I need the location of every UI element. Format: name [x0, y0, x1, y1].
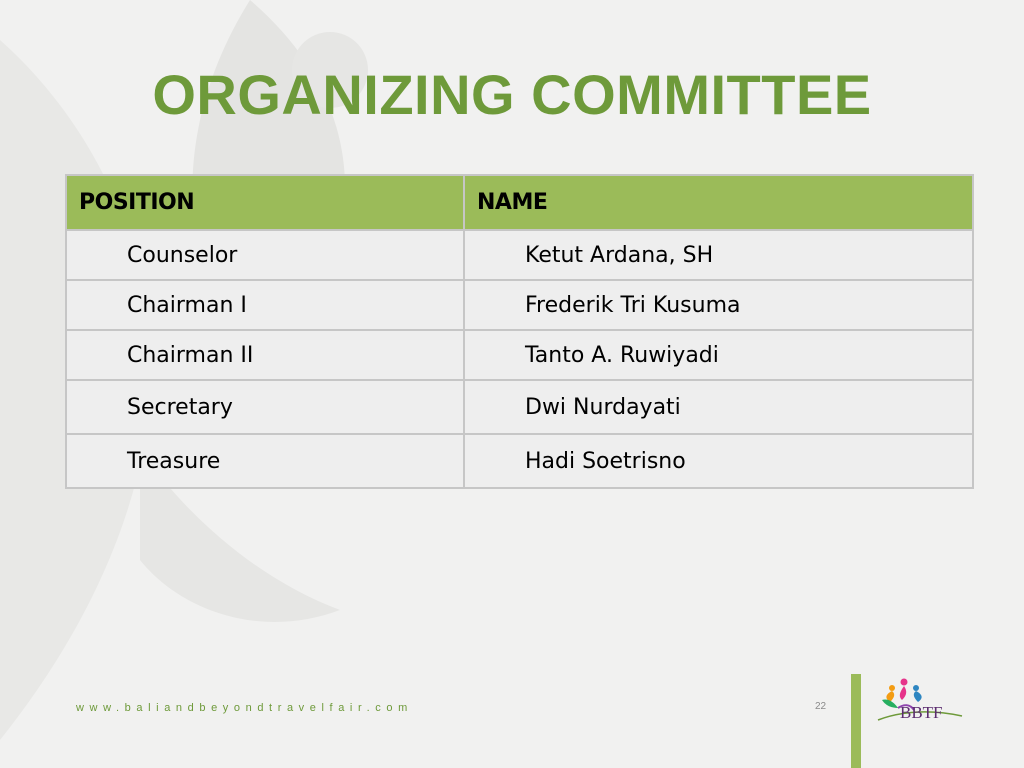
name-cell: Tanto A. Ruwiyadi [464, 330, 973, 380]
footer-url-link[interactable]: www.baliandbeyondtravelfair.com [76, 702, 413, 714]
position-cell: Chairman I [66, 280, 464, 330]
page-title: ORGANIZING COMMITTEE [152, 63, 872, 126]
bbtf-logo-icon [874, 676, 966, 728]
committee-table [65, 174, 974, 489]
table-row [66, 434, 973, 488]
name-cell: Hadi Soetrisno [464, 434, 973, 488]
name-cell: Frederik Tri Kusuma [464, 280, 973, 330]
position-cell: Secretary [66, 380, 464, 434]
name-cell: Dwi Nurdayati [464, 380, 973, 434]
position-cell: Counselor [66, 230, 464, 280]
column-header-position: POSITION [66, 175, 464, 230]
table-header-row [66, 175, 973, 230]
page-number: 22 [815, 701, 827, 712]
footer-accent-bar [851, 674, 861, 768]
table-row [66, 330, 973, 380]
column-header-name: NAME [464, 175, 973, 230]
table-row [66, 380, 973, 434]
position-cell: Chairman II [66, 330, 464, 380]
logo-text: BBTF [900, 703, 943, 722]
position-cell: Treasure [66, 434, 464, 488]
table-row [66, 230, 973, 280]
table-row [66, 280, 973, 330]
name-cell: Ketut Ardana, SH [464, 230, 973, 280]
